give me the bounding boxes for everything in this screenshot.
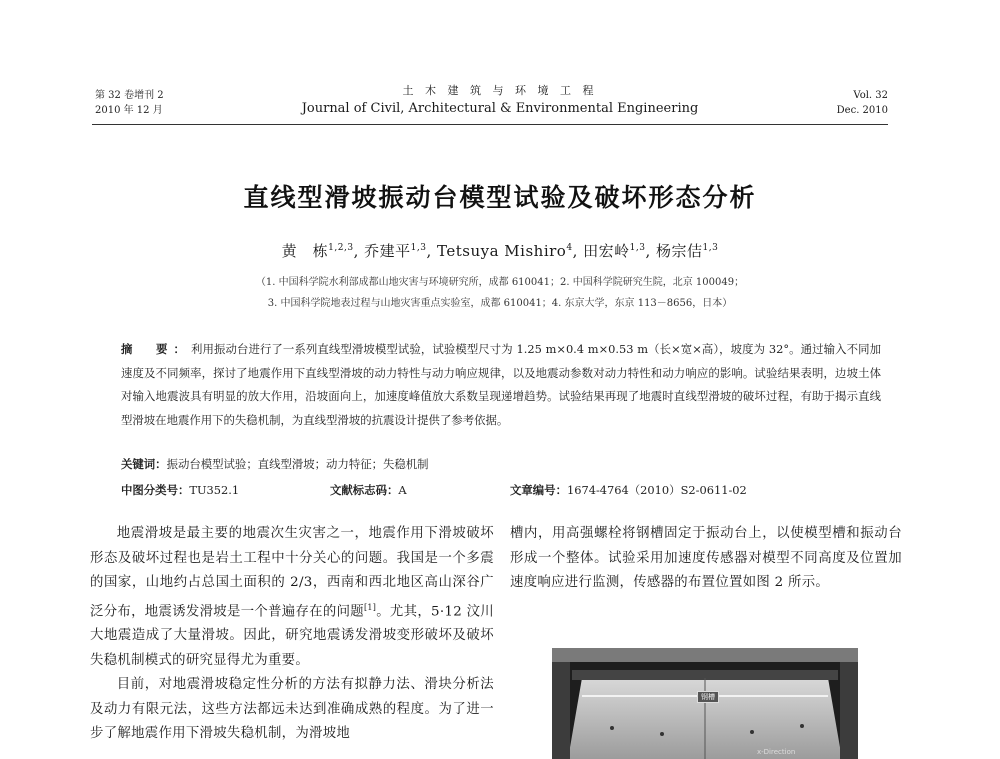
author-name: 杨宗佶 [656, 242, 703, 260]
paragraph-text: 地震滑坡是最主要的地震次生灾害之一，地震作用下滑坡破坏形态及破坏过程也是岩土工程中十分关心的问题。我国是一个多震的国家，山地约占总国土面积的 2/3，西南和西北地区高山深谷广泛分布，地震诱发滑坡是一个普遍存在的问题 [90, 526, 494, 619]
model-tank-photo [552, 648, 858, 759]
header-rule [92, 124, 888, 125]
paragraph-text: 。尤其，5·12 汶川大地震造成了大量滑坡。因此，研究地震诱发滑坡变形破坏及破坏失稳机制模式的研究显得尤为重要。 [90, 603, 494, 668]
doc-code-value: A [398, 483, 407, 497]
author-name: 乔建平 [364, 242, 411, 260]
keywords-label: 关键词： [121, 457, 167, 471]
author-affil: 1,3 [410, 243, 427, 253]
author-affil: 1,2,3 [328, 243, 354, 253]
journal-title-cn: 土 木 建 筑 与 环 境 工 程 [402, 84, 598, 97]
body-column-left [90, 522, 494, 747]
document-code [330, 482, 407, 498]
abstract-text: 利用振动台进行了一系列直线型滑坡模型试验，试验模型尺寸为 1.25 m×0.4 m×0.53 m（长×宽×高），坡度为 32°。通过输入不同加速度及不同频率，探讨了地震作用下直线型滑坡的动力特性与动力响应规律，以及地震动参数对动力特性和动力响应的影响。试验结果表明，边坡土体对输入地震波具有明显的放大作用，沿坡面向上，加速度峰值放大系数呈现递增趋势。试验结果再现了地震时直线型滑坡的破坏过程，有助于揭示直线型滑坡在地震作用下的失稳机制，为直线型滑坡的抗震设计提供了参考依据。 [121, 342, 881, 427]
author-list: 黄 栋$^{1,2,3}$, 乔建平$^{1,3}$, Tetsuya Mishiro$^4$, 田宏岭$^{1,3}$, 杨宗佶$^{1,3}$ [281, 242, 719, 260]
paper-title: 直线型滑坡振动台模型试验及破坏形态分析 [243, 183, 757, 212]
clc-label: 中图分类号： [121, 483, 190, 497]
author-affil: 1,3 [702, 243, 719, 253]
author-name: Tetsuya Mishiro [437, 242, 567, 260]
body-paragraph [90, 522, 494, 673]
author-name: 黄 栋 [281, 242, 329, 260]
figure-photo [552, 648, 858, 759]
date-cn: 2010 年 12 月 [95, 105, 163, 116]
author-name: 田宏岭 [583, 242, 630, 260]
volume-cn: 第 32 卷增刊 2 [95, 90, 164, 101]
abstract-label: 摘 要： [121, 342, 191, 356]
clc-number [121, 482, 239, 498]
header-volume-en [837, 88, 888, 118]
affiliation-line-1: （1. 中国科学院水利部成都山地灾害与环境研究所，成都 610041；2. 中国科学院研究生院，北京 100049； [255, 277, 745, 288]
keywords [121, 456, 429, 472]
volume-en: Vol. 32 [853, 90, 888, 101]
author-affil: 4 [566, 243, 573, 253]
abstract [121, 338, 881, 432]
article-no-label: 文章编号： [510, 483, 567, 497]
article-no-value: 1674-4764（2010）S2-0611-02 [566, 483, 747, 497]
citation-ref[interactable]: [1] [363, 602, 377, 612]
article-number [510, 482, 747, 498]
doc-code-label: 文献标志码： [330, 483, 399, 497]
header-journal [240, 84, 760, 118]
clc-value: TU352.1 [189, 483, 240, 497]
body-paragraph: 目前，对地震滑坡稳定性分析的方法有拟静力法、滑块分析法及动力有限元法，这些方法都远未达到准确成熟的程度。为了进一步了解地震作用下滑坡失稳机制，为滑坡地 [90, 677, 494, 742]
body-paragraph: 槽内，用高强螺栓将钢槽固定于振动台上，以使模型槽和振动台形成一个整体。试验采用加速度传感器对模型不同高度及位置加速度响应进行监测，传感器的布置位置如图 2 所示。 [510, 526, 902, 590]
figure-direction-label: x-Direction [757, 748, 796, 756]
date-en: Dec. 2010 [836, 105, 888, 116]
author-affil: 1,3 [629, 243, 646, 253]
figure-tag-label: 钢槽 [697, 691, 719, 703]
keywords-text: 振动台模型试验；直线型滑坡；动力特征；失稳机制 [166, 457, 429, 471]
affiliation-line-2: 3. 中国科学院地表过程与山地灾害重点实验室，成都 610041；4. 东京大学，东京 113－8656，日本） [267, 298, 733, 309]
journal-title-en: Journal of Civil, Architectural & Environmental Engineering [301, 101, 699, 116]
body-column-right [510, 522, 902, 596]
header-volume-cn [95, 88, 164, 118]
